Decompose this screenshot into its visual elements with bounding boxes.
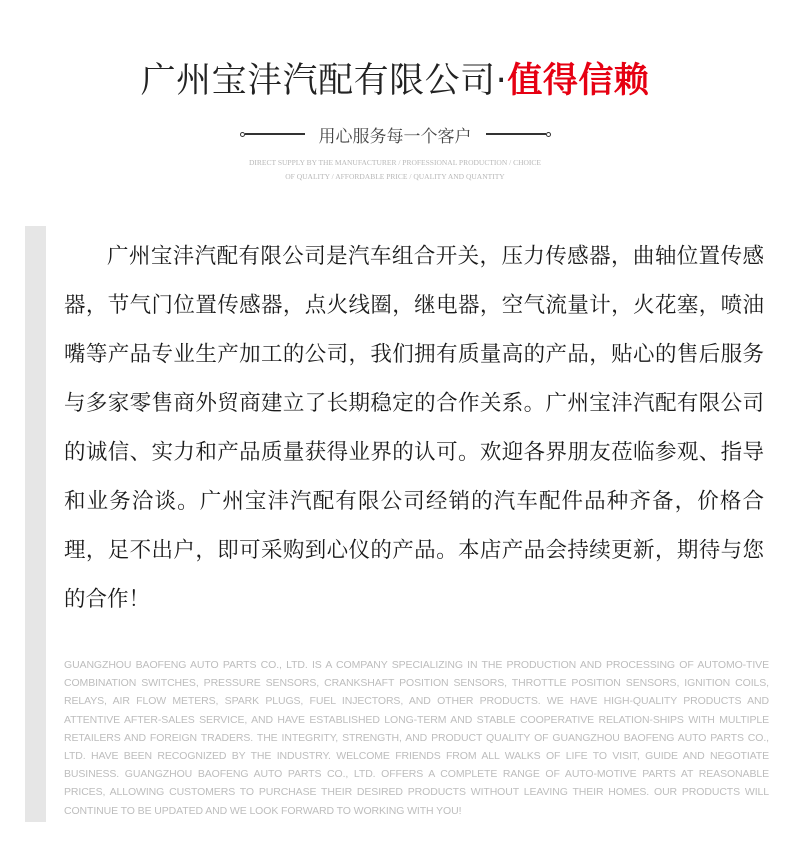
english-description: GUANGZHOU BAOFENG AUTO PARTS CO., LTD. IS A COMPANY SPECIALIZING IN THE PRODUCTION AND PROCESSING OF AUTOMO-TIVE COMBINATION SWITCHES, PRESSURE SENSORS, CRANKSHAFT POSITION SENSORS, THROTTLE POSITION SENSORS, IGNITION COILS, RELAYS, AIR FLOW METERS, SPARK PLUGS, FUEL INJECTORS, AND OTHER PRODUCTS. WE HAVE HIGH-QUALITY PRODUCTS AND ATTENTIVE AFTER-SALES SERVICE, AND HAVE ESTABLISHED LONG-TERM AND STABLE COOPERATIVE RELATION-SHIPS WITH MULTIPLE RETAILERS AND FOREIGN TRADERS. THE INTEGRITY, STRENGTH, AND PRODUCT QUALITY OF GUANGZHOU BAOFENG AUTO PARTS CO., LTD. HAVE BEEN RECOGNIZED BY THE INDUSTRY. WELCOME FRIENDS FROM ALL WALKS OF LIFE TO VISIT, GUIDE AND NEGOTIATE BUSINESS. GUANGZHOU BAOFENG AUTO PARTS CO., LTD. OFFERS A COMPLETE RANGE OF AUTO-MOTIVE PARTS AT REASONABLE PRICES, ALLOWING CUSTOMERS TO PURCHASE THEIR DESIRED PRODUCTS WITHOUT LEAVING THEIR HOMES. OUR PRODUCTS WILL CONTINUE TO BE UPDATED AND WE LOOK FORWARD TO WORKING WITH YOU!	[64, 659, 769, 817]
tagline-line-1: DIRECT SUPPLY BY THE MANUFACTURER / PROFESSIONAL PRODUCTION / CHOICE	[249, 158, 541, 167]
left-accent-bar	[25, 226, 46, 822]
circle-icon	[546, 132, 551, 137]
divider-line	[245, 133, 305, 135]
title-highlight: 值得信赖	[507, 61, 650, 101]
right-decoration	[486, 132, 551, 137]
tagline-line-2: OF QUALITY / AFFORDABLE PRICE / QUALITY AND QUANTITY	[285, 172, 505, 181]
chinese-description: 广州宝沣汽配有限公司是汽车组合开关，压力传感器，曲轴位置传感器，节气门位置传感器，点火线圈，继电器，空气流量计，火花塞，喷油嘴等产品专业生产加工的公司，我们拥有质量高的产品，贴心的售后服务与多家零售商外贸商建立了长期稳定的合作关系。广州宝沣汽配有限公司的诚信、实力和产品质量获得业界的认可。欢迎各界朋友莅临参观、指导和业务洽谈。广州宝沣汽配有限公司经销的汽车配件品种齐备，价格合理，足不出户，即可采购到心仪的产品。本店产品会持续更新，期待与您的合作！	[64, 244, 764, 612]
company-name: 广州宝沣汽配有限公司·	[140, 61, 508, 101]
page-title	[0, 57, 790, 105]
divider-line	[486, 133, 546, 135]
subtitle-row	[0, 121, 790, 147]
left-decoration	[240, 132, 305, 137]
subtitle: 用心服务每一个客户	[318, 126, 472, 147]
